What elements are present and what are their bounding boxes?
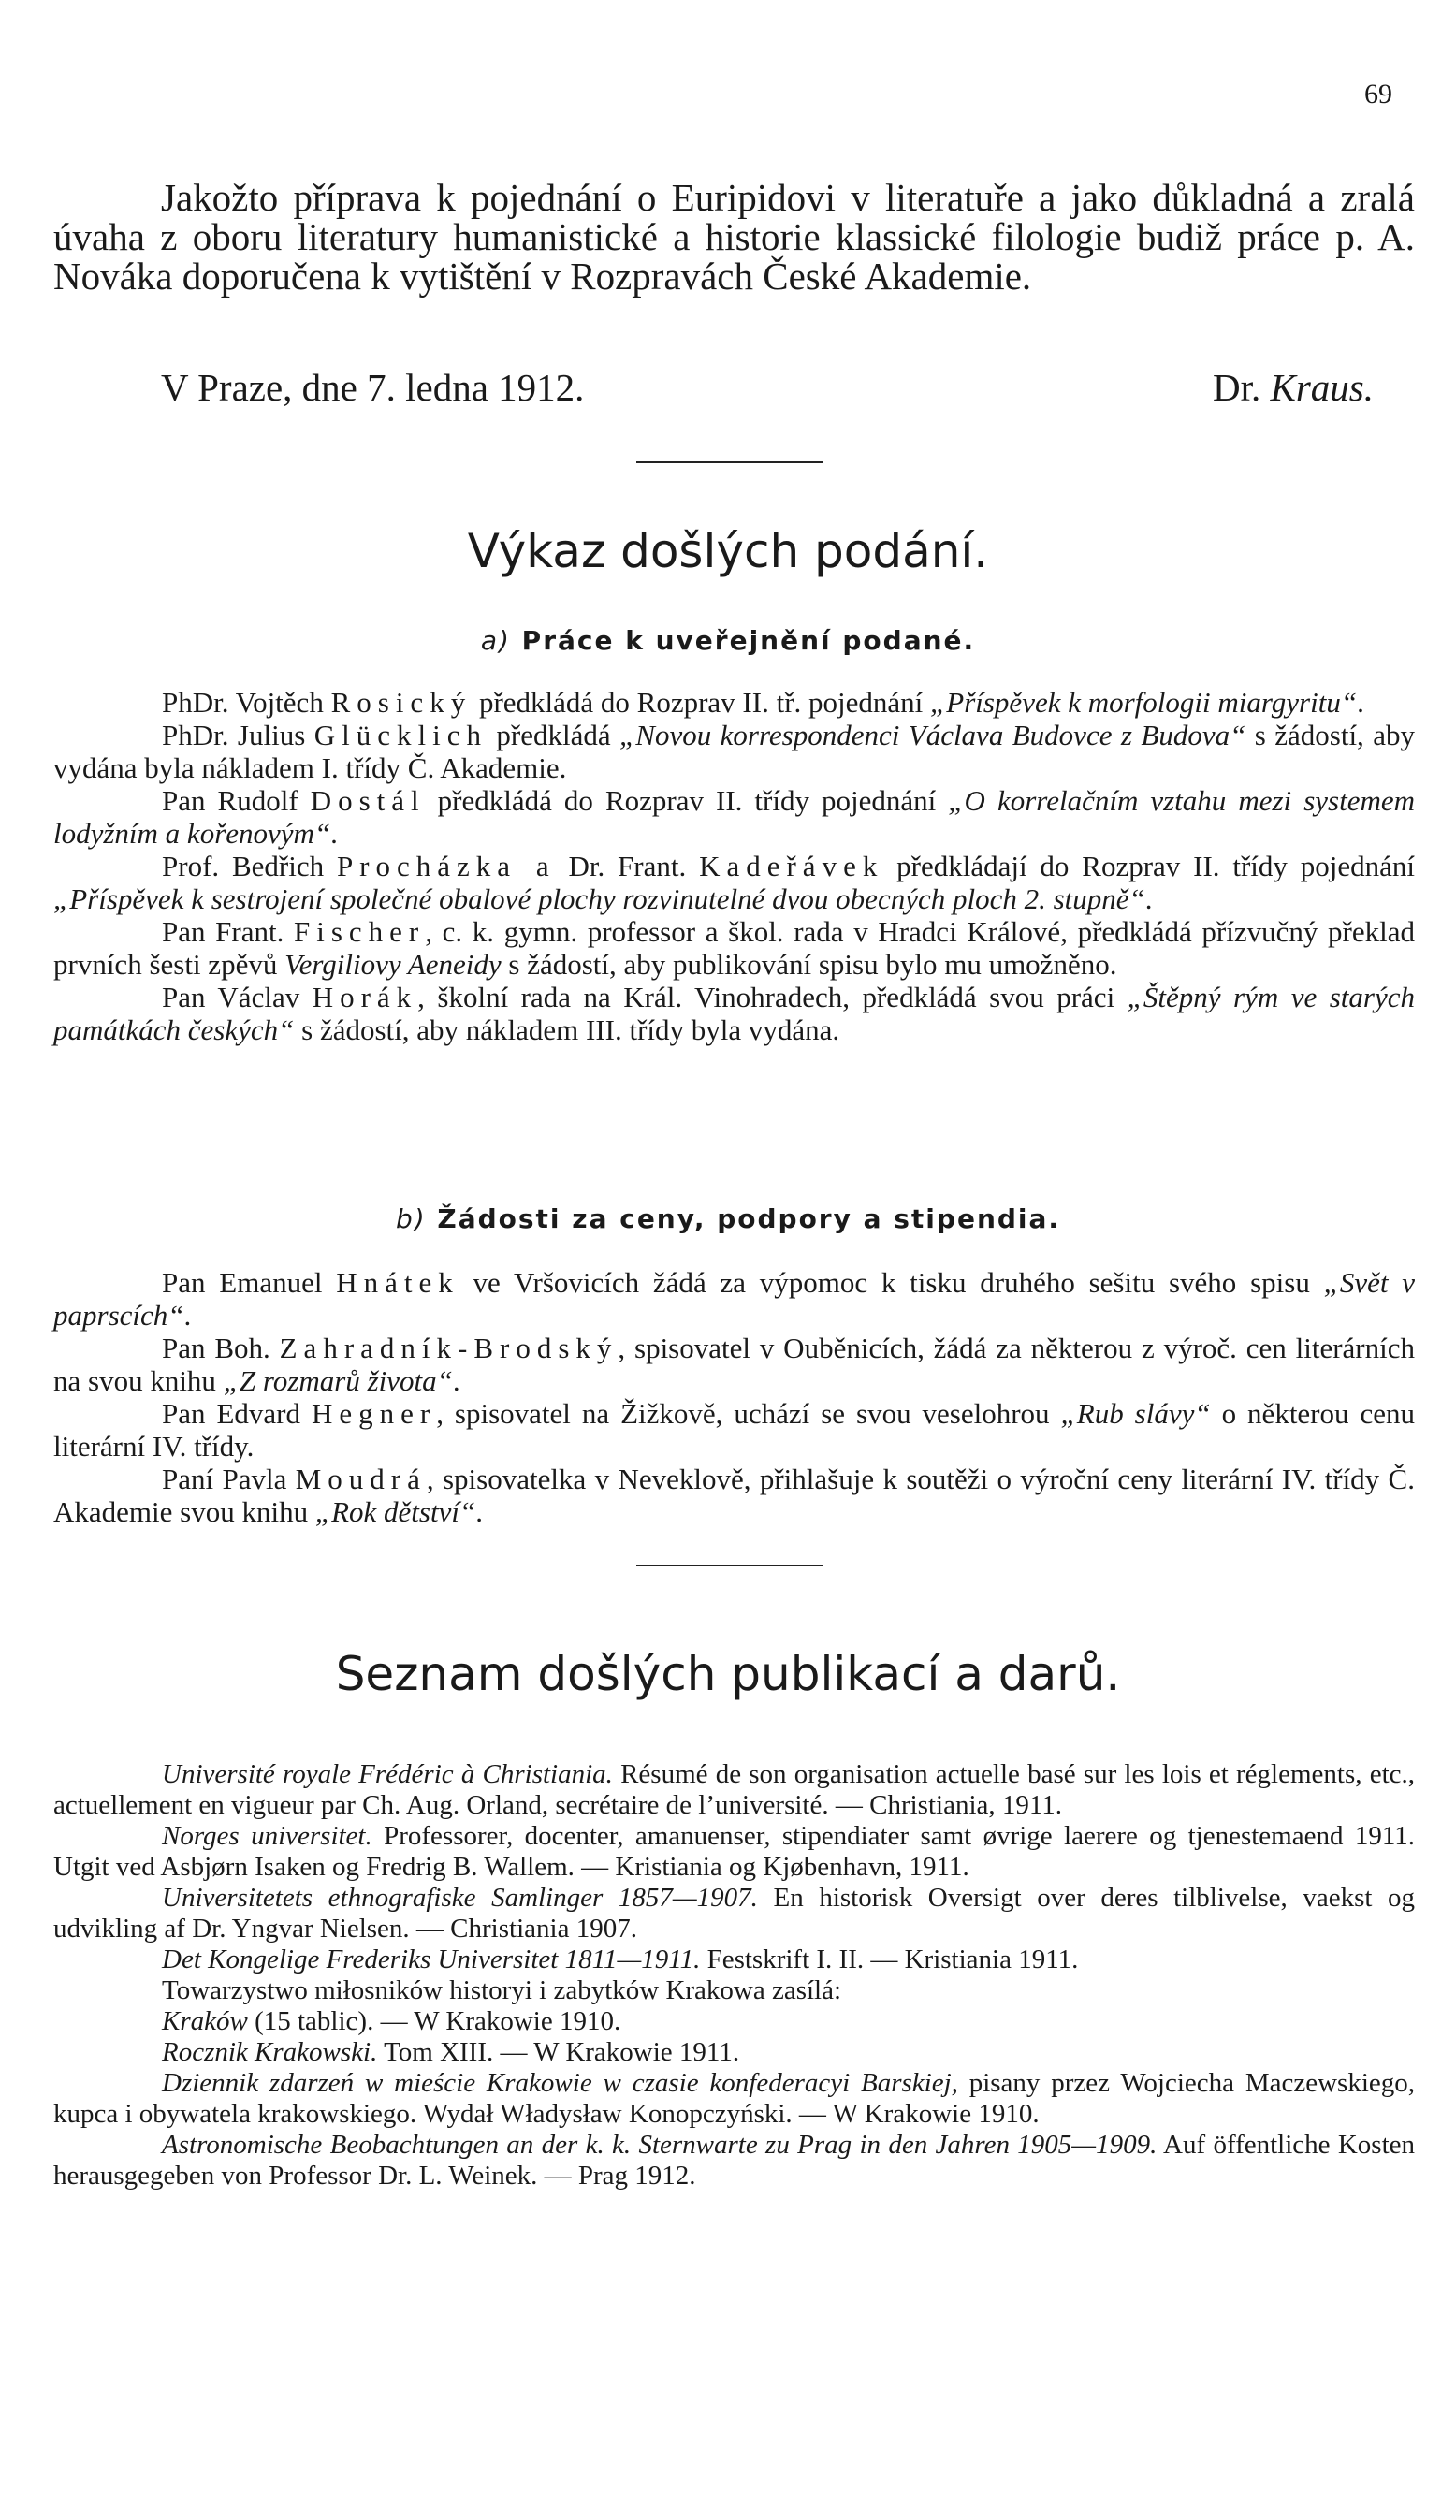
date-place: V Praze, dne 7. ledna 1912.	[161, 366, 585, 409]
signature-name: Kraus.	[1270, 366, 1374, 409]
signature	[1213, 365, 1374, 410]
section-b-title: Žádosti za ceny, podpory a stipendia.	[437, 1203, 1061, 1234]
list-item: Pan Edvard Hegner, spisovatel na Žižkově, uchází se svou veselohrou „Rub slávy“ o některou cenu literární IV. třídy.	[53, 1397, 1415, 1463]
list-item: Pan Boh. Zahradník-Brodský, spisovatel v Ouběnicích, žádá za některou z výroč. cen literárních na svou knihu „Z rozmarů života“.	[53, 1332, 1415, 1397]
list-item: Pan Rudolf Dostál předkládá do Rozprav II. třídy pojednání „O korrelačním vztahu mezi systemem lodyžním a kořenovým“.	[53, 784, 1415, 850]
divider-rule	[636, 1565, 823, 1566]
page-number: 69	[1364, 79, 1392, 109]
recommendation-paragraph	[53, 178, 1415, 296]
list-item: Towarzystwo miłosników historyi i zabytków Krakowa zasílá:	[162, 1975, 842, 2005]
requests-list	[53, 1266, 1415, 1528]
section-b-letter: b)	[395, 1203, 427, 1234]
date-signature-line	[161, 365, 1374, 410]
recommendation-text: Jakožto příprava k pojednání o Euripidovi v literatuře a jako důkladná a zralá úvaha z oboru literatury humanistické a historie klassické filologie budiž práce p. A. Nováka doporučena k vytištění v Rozpravách České Akademie.	[53, 176, 1415, 298]
section-a-heading	[0, 625, 1456, 656]
divider-rule	[636, 461, 823, 463]
list-item: Universitetets ethnografiske Samlinger 1857—1907. En historisk Oversigt over deres tilblivelse, vaekst og udvikling af Dr. Yngvar Nielsen. — Christiania 1907.	[53, 1883, 1415, 1944]
seznam-heading: Seznam došlých publikací a darů.	[335, 1647, 1121, 1701]
list-item: Pan Emanuel Hnátek ve Vršovicích žádá za výpomoc k tisku druhého sešitu svého spisu „Svět v paprscích“.	[53, 1266, 1415, 1332]
submissions-list	[53, 686, 1415, 1046]
list-item: Paní Pavla Moudrá, spisovatelka v Neveklově, přihlašuje k soutěži o výroční ceny literární IV. třídy Č. Akademie svou knihu „Rok dětství“.	[53, 1463, 1415, 1528]
list-item: Pan Václav Horák, školní rada na Král. Vinohradech, předkládá svou práci „Štěpný rým ve starých památkách českých“ s žádostí, aby nákladem III. třídy byla vydána.	[53, 981, 1415, 1046]
list-item: Det Kongelige Frederiks Universitet 1811—1911. Festskrift I. II. — Kristiania 1911.	[162, 1945, 1079, 1974]
list-item: Prof. Bedřich Procházka a Dr. Frant. Kadeřávek předkládají do Rozprav II. třídy pojednání „Příspěvek k sestrojení společné obalové plochy rozvinutelné dvou obecných ploch 2. stupně“.	[53, 850, 1415, 915]
list-item: PhDr. Vojtěch Rosický předkládá do Rozprav II. tř. pojednání „Příspěvek k morfologii miargyritu“.	[162, 686, 1364, 719]
list-item: Dziennik zdarzeń w mieście Krakowie w czasie konfederacyi Barskiej, pisany przez Wojciecha Maczewskiego, kupca i obywatela krakowskiego. Wydał Władysław Konopczyński. — W Krakowie 1910.	[53, 2068, 1415, 2129]
list-item: Norges universitet. Professorer, docenter, amanuenser, stipendiater samt øvrige laerere og tjenestemaend 1911. Utgit ved Asbjørn Isaken og Fredrig B. Wallem. — Kristiania og Kjøbenhavn, 1911.	[53, 1821, 1416, 1882]
list-item: Astronomische Beobachtungen an der k. k. Sternwarte zu Prag in den Jahren 1905—1909. Auf öffentliche Kosten herausgegeben von Professor Dr. L. Weinek. — Prag 1912.	[53, 2130, 1416, 2191]
list-item: Pan Frant. Fischer, c. k. gymn. professor a škol. rada v Hradci Králové, předkládá přízvučný překlad prvních šesti zpěvů Vergiliovy Aeneidy s žádostí, aby publikování spisu bylo mu umožněno.	[53, 915, 1415, 981]
list-item: Université royale Frédéric à Christiania. Résumé de son organisation actuelle basé sur les lois et réglements, etc., actuellement en vigueur par Ch. Aug. Orland, secrétaire de l’université. — Christiania, 1911.	[53, 1759, 1415, 1820]
signature-prefix: Dr.	[1212, 366, 1261, 409]
list-item: PhDr. Julius Glücklich předkládá „Novou korrespondenci Václava Budovce z Budova“ s žádostí, aby vydána byla nákladem I. třídy Č. Akademie.	[53, 719, 1415, 784]
section-a-title: Práce k uveřejnění podané.	[521, 625, 976, 656]
vykaz-heading: Výkaz došlých podání.	[467, 524, 989, 578]
publications-list	[53, 1759, 1415, 2192]
section-b-heading	[0, 1203, 1456, 1234]
list-item: Rocznik Krakowski. Tom XIII. — W Krakowie 1911.	[162, 2037, 740, 2067]
section-a-letter: a)	[480, 625, 511, 656]
list-item: Kraków (15 tablic). — W Krakowie 1910.	[162, 2006, 621, 2036]
